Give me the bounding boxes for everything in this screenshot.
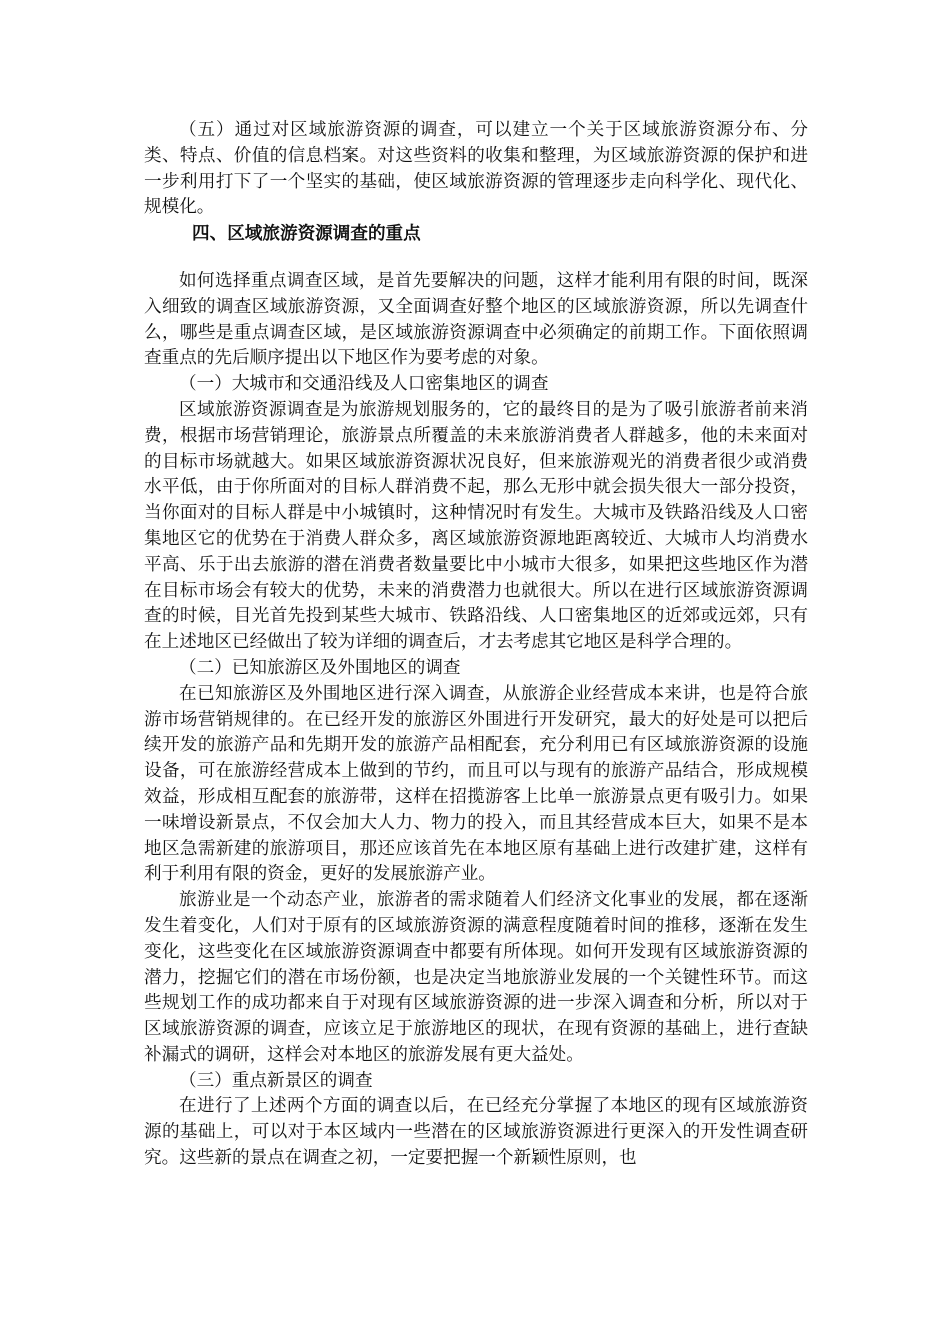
section-heading: 四、区域旅游资源调查的重点 [192, 223, 421, 245]
subsection-body-2b: 旅游业是一个动态产业，旅游者的需求随着人们经济文化事业的发展，都在逐渐发生着变化，人们对于原有的区域旅游资源的满意程度随着时间的推移，逐渐在发生变化，这些变化在区域旅游资源调查中都要有所体现。如何开发现有区域旅游资源的潜力，挖掘它们的潜在市场份额，也是决定当地旅游业发展的一个关键性环节。而这些规划工作的成功都来自于对现有区域旅游资源的进一步深入调查和分析，所以对于区域旅游资源的调查，应该立足于旅游地区的现状，在现有资源的基础上，进行查缺补漏式的调研，这样会对本地区的旅游发展有更大益处。 [144, 890, 808, 1065]
paragraph-five: （五）通过对区域旅游资源的调查，可以建立一个关于区域旅游资源分布、分类、特点、价值的信息档案。对这些资料的收集和整理，为区域旅游资源的保护和进一步利用打下了一个坚实的基础，使区域旅游资源的管理逐步走向科学化、现代化、规模化。 [144, 120, 808, 218]
subsection-body-1: 区域旅游资源调查是为旅游规划服务的，它的最终目的是为了吸引旅游者前来消费，根据市场营销理论，旅游景点所覆盖的未来旅游消费者人群越多，他的未来面对的目标市场就越大。如果区域旅游资源状况良好，但来旅游观光的消费者很少或消费水平低，由于你所面对的目标人群消费不起，那么无形中就会损失很大一部分投资，当你面对的目标人群是中小城镇时，这种情况时有发生。大城市及铁路沿线及人口密集地区它的优势在于消费人群众多，离区域旅游资源地距离较近、大城市人均消费水平高、乐于出去旅游的潜在消费者数量要比中小城市大很多，如果把这些地区作为潜在目标市场会有较大的优势，未来的消费潜力也就很大。所以在进行区域旅游资源调查的时候，目光首先投到某些大城市、铁路沿线、人口密集地区的近郊或远郊，只有在上述地区已经做出了较为详细的调查后，才去考虑其它地区是科学合理的。 [144, 399, 808, 653]
subsection-title-1: （一）大城市和交通沿线及人口密集地区的调查 [179, 374, 549, 395]
subsection-body-3: 在进行了上述两个方面的调查以后，在已经充分掌握了本地区的现有区域旅游资源的基础上，可以对于本区域内一些潜在的区域旅游资源进行更深入的开发性调查研究。这些新的景点在调查之初，一定要把握一个新颖性原则，也 [144, 1096, 808, 1169]
document-page [144, 118, 808, 1172]
intro-paragraph: 如何选择重点调查区域，是首先要解决的问题，这样才能利用有限的时间，既深入细致的调查区域旅游资源，又全面调查好整个地区的区域旅游资源，所以先调查什么，哪些是重点调查区域，是区域旅游资源调查中必须确定的前期工作。下面依照调查重点的先后顺序提出以下地区作为要考虑的对象。 [144, 270, 808, 369]
subsection-body-2: 在已知旅游区及外围地区进行深入调查，从旅游企业经营成本来讲，也是符合旅游市场营销规律的。在已经开发的旅游区外围进行开发研究，最大的好处是可以把后续开发的旅游产品和先期开发的旅游产品相配套，充分利用已有区域旅游资源的设施设备，可在旅游经营成本上做到的节约，而且可以与现有的旅游产品结合，形成规模效益，形成相互配套的旅游带，这样在招揽游客上比单一旅游景点更有吸引力。如果一味增设新景点，不仅会加大人力、物力的投入，而且其经营成本巨大，如果不是本地区急需新建的旅游项目，那还应该首先在本地区原有基础上进行改建扩建，这样有利于利用有限的资金，更好的发展旅游产业。 [144, 683, 808, 885]
subsection-title-3: （三）重点新景区的调查 [179, 1070, 373, 1091]
spacer [144, 247, 808, 269]
subsection-title-2: （二）已知旅游区及外围地区的调查 [179, 657, 461, 678]
